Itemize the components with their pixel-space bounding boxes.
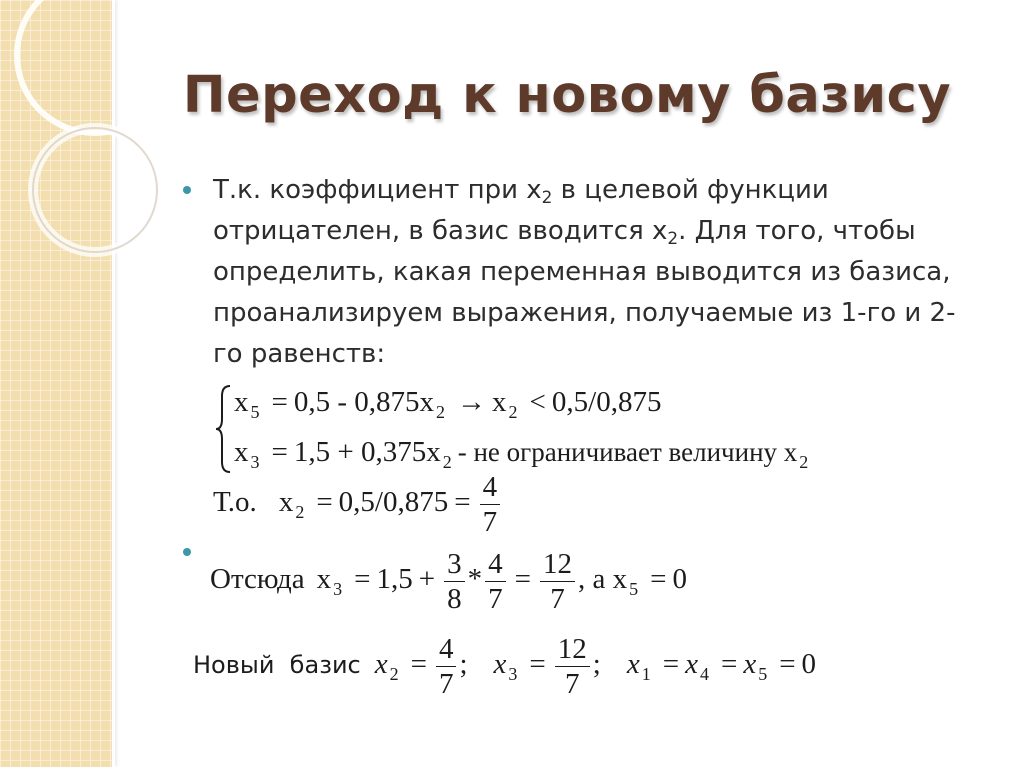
para-line-5: го равенств: [213,339,386,369]
bullet-2 [183,548,191,556]
decorative-rings [0,0,160,280]
fraction-12-7: $\frac{12}{7}$ [540,547,575,616]
basis-fraction-x3: $\frac{12}{7}$ [555,632,590,701]
paragraph [213,170,1003,375]
equation-2: x $_3$ = 1,5 + 0,375x $_2$ - не ограничивает величину x $_2$ [234,436,809,472]
hence-expression: Отсюда x $_3$ = 1,5 + $\frac{3}{8}$ * $\frac{4}{7}$ = $\frac{12}{7}$ , а x $_5$ = 0 [210,548,687,615]
fraction-4-7: $\frac{4}{7}$ [480,470,501,539]
result-x2: Т.о. x $_2$ = 0,5/0,875 = $\frac{4}{7}$ [213,470,503,539]
para-line-4: проанализируем выражения, получаемые из 1-го и 2- [213,298,956,328]
new-basis: Новый базис x $_2$ = $\frac{4}{7}$ ; x $_3$ = $\frac{12}{7}$ ; x $_1$ = x $_4$ = x $_5$ = 0 [193,633,817,700]
para-line-1: Т.к. коэффициент при $x_2$ в целевой функции [213,175,829,208]
basis-fraction-x2: $\frac{4}{7}$ [436,632,457,701]
para-line-3: определить, какая переменная выводится из базиса, [213,257,951,287]
slide-title: Переход к новому базису [182,66,952,125]
fraction-3-8: $\frac{3}{8}$ [444,547,465,616]
fraction-4-7b: $\frac{4}{7}$ [485,547,506,616]
equation-1: x $_5$ = 0,5 - 0,875x $_2$ → x $_2$ < 0,5/0,875 [234,386,662,422]
system-brace [214,384,234,474]
bullet-1 [183,186,191,194]
para-line-2: отрицателен, в базис вводится $x_2$. Для того, чтобы [213,216,916,249]
